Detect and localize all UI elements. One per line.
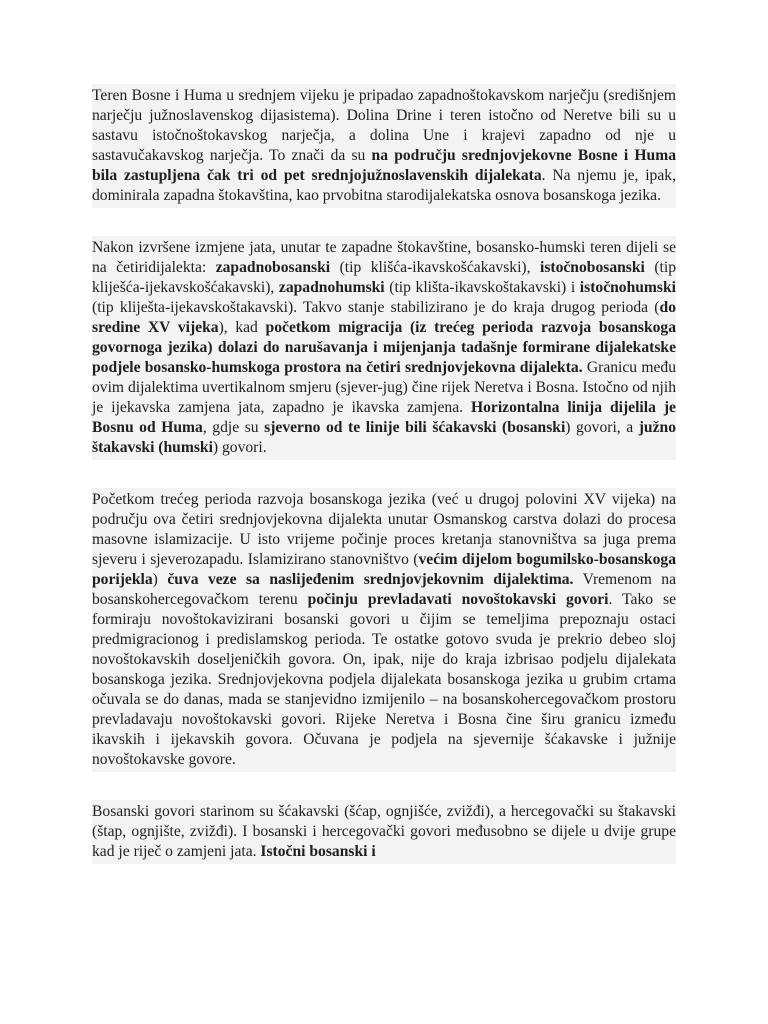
text-run: Vremenom na bosanskohercegovačkom terenu [92, 571, 677, 608]
bold-text-run: do sredine XV vijeka [92, 299, 676, 336]
text-run: Granicu među ovim dijalektima uvertikalnom smjeru (sjever-jug) čine rijek Neretva i Bosna. Istočno od njih je ijekavska zamjena jata, zapadno je ikavska zamjena. [92, 359, 676, 416]
text-run: Teren Bosne i Huma u srednjem vijeku je pripadao zapadnoštokavskom narječju (središnjem narječju južnoslavenskog dijasistema). Dolina Drine i teren istočno od Neretve bili su u sastavu istočnoštokavskog narječja, a dolina Une i krajevi zapadno od nje u sastavučakavskog narječja. To znači da su [92, 87, 676, 164]
bold-text-run: većim dijelom bogumilsko-bosanskoga porijekla [92, 551, 676, 588]
paragraph-gap [92, 772, 676, 800]
text-run: . Na njemu je, ipak, dominirala zapadna štokavština, kao prvobitna starodijalekatska osnova bosanskoga jezika. [92, 167, 676, 204]
text-run: ), kad [218, 319, 266, 336]
bold-text-run: zapadnobosanski [215, 259, 331, 276]
bold-text-run: na području srednjovjekovne Bosne i Huma bila zastupljena čak tri od pet srednjojužnoslavenskih dijalekata [92, 147, 677, 184]
bold-text-run: čuva veze sa naslijeđenim srednjovjekovnim dijalektima. [167, 571, 574, 588]
text-run: ) govori, a [565, 419, 639, 436]
text-run: (tip klišća-ikavskošćakavski), [330, 259, 540, 276]
bold-text-run: Horizontalna linija dijelila je Bosnu od Huma [92, 399, 676, 436]
document-body [92, 84, 676, 864]
text-run: ) govori. [212, 439, 267, 456]
bold-text-run: sjeverno od te linije bili šćakavski (bosanski [264, 419, 566, 436]
text-run: Početkom trećeg perioda razvoja bosanskoga jezika (već u drugoj polovini XV vijeka) na području ova četiri srednjovjekovna dijalekta unutar Osmanskog carstva dolazi do procesa masovne islamizacije. U isto vrijeme počinje proces kretanja stanovništva sa juga prema sjeveru i sjeverozapadu. Islamizirano stanovništvo ( [92, 491, 676, 568]
paragraph-2 [92, 236, 676, 460]
paragraph-3 [92, 488, 676, 772]
text-run: ) [152, 571, 168, 588]
text-run: (tip kliješća-ijekavskošćakavski), [92, 259, 676, 296]
text-run: . Tako se formiraju novoštokavizirani bosanski govori u čijim se temeljima prepoznaju ostaci predmigracionog i predislamskog perioda. Te ostatke gotovo svuda je prekrio debeo sloj novoštokavskih doseljeničkih govora. On, ipak, nije do kraja izbrisao podjelu dijalekata bosanskoga jezika. Srednjovjekovna podjela dijalekata bosanskoga jezika u grubim crtama očuvala se do danas, mada se stanjevidno izmijenilo – na bosanskohercegovačkom prostoru prevladavaju novoštokavski govori. Rijeke Neretva i Bosna čine širu granicu između ikavskih i ijekavskih govora. Očuvana je podjela na sjevernije šćakavske i južnije novoštokavske govore. [92, 591, 677, 768]
bold-text-run: početkom migracija (iz trećeg perioda razvoja bosanskoga govornoga jezika) dolazi do narušavanja i mijenjanja tadašnje formirane dijalekatske podjele bosansko-humskoga prostora na četiri srednjovjekovna dijalekta. [92, 319, 677, 376]
text-run: (tip kliješta-ijekavskoštakavski). Takvo stanje stabilizirano je do kraja drugog perioda ( [92, 299, 660, 316]
text-run: Bosanski govori starinom su šćakavski (šćap, ognjišće, zvižđi), a hercegovački su štakavski (štap, ognjište, zvižđi). I bosanski i hercegovački govori međusobno se dijele u dvije grupe kad je riječ o zamjeni jata. [92, 803, 676, 860]
paragraph-gap [92, 460, 676, 488]
text-run: Nakon izvršene izmjene jata, unutar te zapadne štokavštine, bosansko-humski teren dijeli se na četiridijalekta: [92, 239, 676, 276]
bold-text-run: istočnobosanski [540, 259, 645, 276]
bold-text-run: Istočni bosanski i [260, 843, 376, 860]
paragraph-4 [92, 800, 676, 864]
bold-text-run: južno štakavski (humski [92, 419, 676, 456]
bold-text-run: zapadnohumski [278, 279, 385, 296]
paragraph-1 [92, 84, 676, 208]
text-run: , gdje su [202, 419, 265, 436]
paragraph-gap [92, 208, 676, 236]
bold-text-run: počinju prevladavati novoštokavski govori [307, 591, 609, 608]
text-run: (tip klišta-ikavskoštakavski) i [384, 279, 580, 296]
bold-text-run: istočnohumski [579, 279, 676, 296]
